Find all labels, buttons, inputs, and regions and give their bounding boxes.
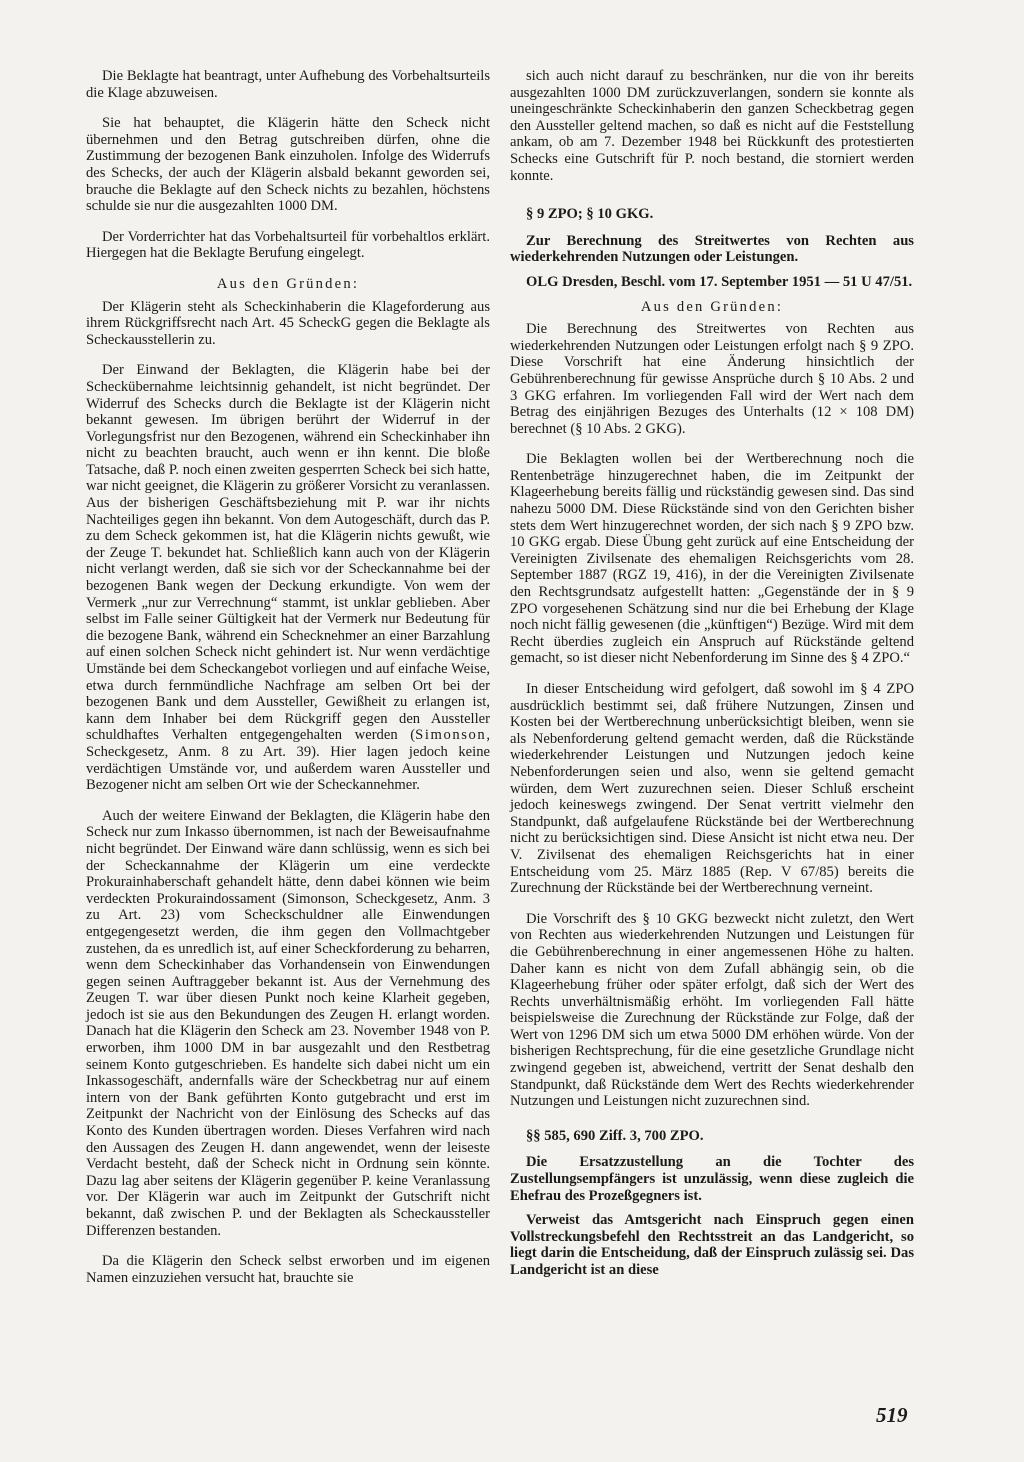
- paragraph: Sie hat behauptet, die Klägerin hätte den Scheck nicht übernehmen und den Betrag gutschreiben dürfen, ohne die Zustimmung der bezogenen Bank einzuholen. Infolge des Widerrufs des Schecks, der auch der Klägerin alsbald bekannt geworden sei, brauche die Beklagte auf den Scheck nichts zu bezahlen, höchstens schulde sie nur die ausgezahlten 1000 DM.: [86, 115, 490, 215]
- statute-reference: § 9 ZPO; § 10 GKG.: [526, 206, 654, 223]
- right-column: [510, 68, 914, 1287]
- paragraph: Die Berechnung des Streitwertes von Rechten aus wiederkehrenden Nutzungen oder Leistungen erfolgt nach § 9 ZPO. Diese Vorschrift hat eine Änderung hinsichtlich der Gebührenberechnung für gewisse Ansprüche durch § 10 Abs. 2 und 3 GKG erfahren. Im vorliegenden Fall wird der Wert nach dem Betrag des einjährigen Bezuges des Unterhalts (12 × 108 DM) berechnet (§ 10 Abs. 2 GKG).: [510, 321, 914, 437]
- paragraph: Der Klägerin steht als Scheckinhaberin die Klageforderung aus ihrem Rückgriffsrecht nach Art. 45 ScheckG gegen die Beklagte als Scheckausstellerin zu.: [86, 298, 490, 348]
- paragraph: In dieser Entscheidung wird gefolgert, daß sowohl im § 4 ZPO ausdrücklich bestimmt sei, daß frühere Nutzungen, Zinsen und Kosten bei der Wertberechnung unberücksichtigt bleiben, wenn sie als Nebenforderung geltend gemacht werden, daß die Rückstände wiederkehrender Leistungen und Nutzungen jedoch keine Nebenforderungen seien und also, wenn sie geltend gemacht würden, dem Wert zuzurechnen seien. Dieser Schluß erscheint jedoch keineswegs zwingend. Der Senat vertritt vielmehr den Standpunkt, daß aufgelaufene Rückstände bei der Wertberechnung nicht zu berücksichtigen sind. Diese Ansicht ist nicht etwa neu. Der V. Zivilsenat des ehemaligen Reichsgerichts hat in einer Entscheidung vom 25. März 1885 (Rep. V 67/85) bereits die Zurechnung der Rückstände bei der Wertberechnung verneint.: [510, 681, 914, 897]
- statute-reference: §§ 585, 690 Ziff. 3, 700 ZPO.: [526, 1127, 704, 1144]
- paragraph: Der Vorderrichter hat das Vorbehaltsurteil für vorbehaltlos erklärt. Hiergegen hat die Beklagte Berufung eingelegt.: [86, 228, 490, 262]
- section-heading: Aus den Gründen:: [216, 275, 360, 292]
- section-heading: Aus den Gründen:: [640, 298, 784, 315]
- paragraph: Die Beklagte hat beantragt, unter Aufhebung des Vorbehaltsurteils die Klage abzuweisen.: [86, 68, 490, 101]
- page-number: 519: [876, 1403, 908, 1427]
- paragraph: [86, 362, 490, 793]
- paragraph: Da die Klägerin den Scheck selbst erworben und im eigenen Namen einzuziehen versucht hat, brauchte sie: [86, 1253, 490, 1286]
- left-column: [86, 68, 490, 1300]
- headnote: Die Ersatzzustellung an die Tochter des Zustellungsempfängers ist unzulässig, wenn diese zugleich die Ehefrau des Prozeßgegners ist.: [510, 1154, 914, 1204]
- headnote: Verweist das Amtsgericht nach Einspruch gegen einen Vollstreckungsbefehl den Rechtsstreit an das Landgericht, so liegt darin die Entscheidung, daß der Einspruch zulässig sei. Das Landgericht ist an diese: [510, 1212, 914, 1278]
- paragraph: Die Beklagten wollen bei der Wertberechnung noch die Rentenbeträge hinzugerechnet haben, die im Zeitpunkt der Klageerhebung bereits fällig und rückständig gewesen sind. Das sind nahezu 5000 DM. Diese Rückstände sind von den Gerichten bisher stets dem Wert hinzugerechnet worden, der sich nach § 9 ZPO bzw. 10 GKG ergab. Diese Übung geht zurück auf eine Entscheidung der Vereinigten Zivilsenate des ehemaligen Reichsgerichts vom 28. September 1887 (RGZ 19, 416), in der die Vereinigten Zivilsenate den Rechtsgrundsatz aufgestellt hatten: „Gegenstände der in § 9 ZPO vorgesehenen Schätzung sind nur die bei Erhebung der Klage noch nicht fällig gewesenen (die „künftigen“) Bezüge. Wird mit dem Recht überdies zugleich ein Anspruch auf Rückstände geltend gemacht, so ist dieser nicht Nebenforderung im Sinne des § 4 ZPO.“: [510, 451, 914, 667]
- author-name: Simonson: [415, 727, 487, 744]
- paragraph-text: , Scheckgesetz, Anm. 8 zu Art. 39). Hier lagen jedoch keine verdächtigen Umstände vor, und außerdem waren Aussteller und Bezogener nicht am selben Ort wie der Scheckannehmer.: [86, 727, 490, 794]
- paragraph: Auch der weitere Einwand der Beklagten, die Klägerin habe den Scheck nur zum Inkasso übernommen, ist nach der Beweisaufnahme nicht begründet. Der Einwand wäre dann schlüssig, wenn es sich bei der Scheckannahme der Klägerin um eine verdeckte Prokurainhaberschaft gehandelt hätte, denn dabei können wie beim verdeckten Prokuraindossament (Simonson, Scheckgesetz, Anm. 3 zu Art. 23) vom Scheckschuldner alle Einwendungen entgegengesetzt werden, die ihm gegen den Vollmachtgeber zustehen, da es unredlich ist, auf einer Scheckforderung zu beharren, wenn dem Scheckinhaber das Vorhandensein von Einwendungen gegen seinen Auftraggeber bekannt ist. Aus der Vernehmung des Zeugen T. war über diesen Punkt noch keine Klarheit gegeben, jedoch ist sie aus den Bekundungen des Zeugen H. erlangt worden. Danach hat die Klägerin den Scheck am 23. November 1948 von P. erworben, ihm 1000 DM in bar ausgezahlt und den Restbetrag seinem Konto gutgeschrieben. Es handelte sich dabei nicht um ein Inkassogeschäft, andernfalls wäre der Scheckbetrag nur auf einem intern von der Bank geführten Konto gutgebracht und erst im Zeitpunkt der Nachricht von der Einlösung des Schecks auf das Konto des Kunden übertragen worden. Dieses Verfahren wird nach den Aussagen des Zeugen H. dann angewendet, wenn der leiseste Verdacht besteht, daß der Scheck nicht in Ordnung sein könnte. Dazu lag aber seitens der Klägerin gegenüber P. keine Veranlassung vor. Der Klägerin war auch im Zeitpunkt der Gutschrift nicht bekannt, daß zwischen P. und der Beklagten als Scheckaussteller Differenzen bestanden.: [86, 807, 490, 1239]
- paragraph: Die Vorschrift des § 10 GKG bezweckt nicht zuletzt, den Wert von Rechten aus wiederkehrenden Nutzungen und Leistungen für die Gebührenberechnung in einer angemessenen Höhe zu halten. Daher kann es nicht von dem Zufall abhängig sein, ob die Klageerhebung früher oder später erfolgt, daß sich der Wert des Rechts unverhältnismäßig erhöht. Im vorliegenden Fall hätte beispielsweise die Zurechnung der Rückstände zur Folge, daß der Wert von 1296 DM sich um etwa 5000 DM erhöhen würde. Von der bisherigen Rechtsprechung, für die eine gesetzliche Grundlage nicht zwingend gegeben ist, abweichend, vertritt der Senat deshalb den Standpunkt, daß Rückstände dem Wert des Rechts wiederkehrender Nutzungen und Leistungen nicht zuzurechnen sind.: [510, 910, 914, 1110]
- court-citation: OLG Dresden, Beschl. vom 17. September 1951 — 51 U 47/51.: [526, 273, 913, 290]
- paragraph: sich auch nicht darauf zu beschränken, nur die von ihr bereits ausgezahlten 1000 DM zurückzuverlangen, sondern sie konnte als uneingeschränkte Scheckinhaberin den ganzen Scheckbetrag gegen den Aussteller geltend machen, so daß es nicht auf die Feststellung ankam, ob am 7. Dezember 1948 bei Rückkunft des protestierten Schecks eine Gutschrift für P. noch bestand, die storniert werden konnte.: [510, 68, 914, 184]
- paragraph-text: Der Einwand der Beklagten, die Klägerin habe bei der Scheckübernahme leichtsinnig gehandelt, ist nicht begründet. Der Widerruf des Schecks durch die Beklagte ist der Klägerin nicht bekannt gewesen. Im übrigen berührt der Widerruf in der Vorlegungsfrist nur den Bezogenen, während ein Scheckinhaber ihn nicht zu beachten braucht, auch wenn er ihn kennt. Die bloße Tatsache, daß P. noch einen zweiten gesperrten Scheck bei sich hatte, war nicht geeignet, die Klägerin zu größerer Vorsicht zu veranlassen. Aus der bisherigen Geschäftsbeziehung mit P. war ihr nichts Nachteiliges gegen ihn bekannt. Von dem Autogeschäft, durch das P. zu dem Scheck gekommen ist, hat die Klägerin nichts gewußt, wie der Zeuge T. bekundet hat. Schließlich kann auch von der Klägerin nicht verlangt werden, daß sie sich vor der Scheckannahme bei der bezogenen Bank wegen der Deckung erkundigte. Von wem der Vermerk „nur zur Verrechnung“ stammt, ist unklar geblieben. Aber selbst im Falle seiner Gültigkeit hat der Vermerk nur Bedeutung für die bezogene Bank, während ein Schecknehmer an einer Barzahlung auf einen solchen Scheck nicht gehindert ist. Nur wenn verdächtige Umstände bei dem Scheckangebot vorliegen und auf einfache Weise, etwa durch fernmündliche Nachfrage am selben Ort bei der bezogenen Bank und dem Aussteller, Gewißheit zu erlangen ist, kann dem Inhaber bei dem Rückgriff gegen den Aussteller schuldhaftes Verhalten entgegengehalten werden (: [86, 362, 490, 744]
- headnote: Zur Berechnung des Streitwertes von Rechten aus wiederkehrenden Nutzungen oder Leistungen.: [510, 232, 914, 266]
